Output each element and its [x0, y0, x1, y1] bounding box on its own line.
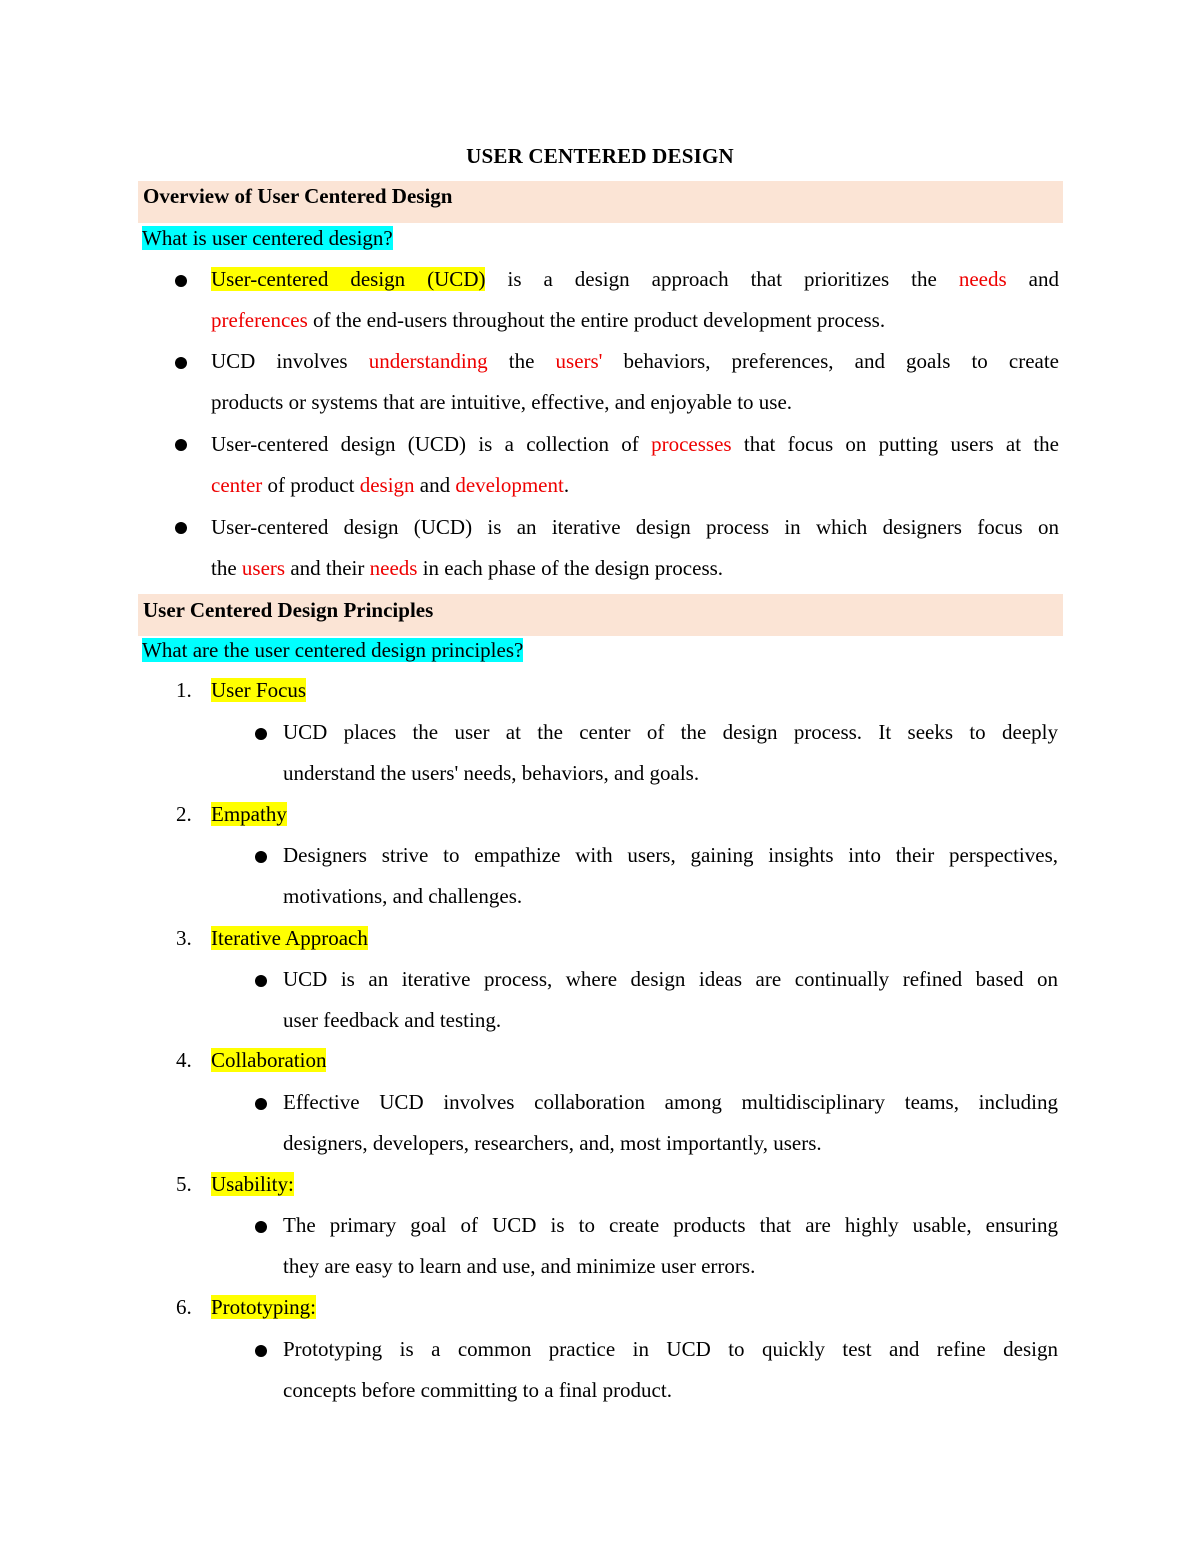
bullet-paragraph-3: [211, 424, 1059, 506]
principle-highlight: Empathy: [211, 802, 287, 826]
text: .: [563, 473, 570, 497]
text: The primary goal of UCD is to create products that are highly usable, ensuring: [283, 1213, 1058, 1237]
bullet-icon: [255, 1221, 267, 1233]
text: they are easy to learn and use, and minimize user errors.: [283, 1254, 756, 1278]
bullet-icon: [255, 1098, 267, 1110]
bullet-icon: [255, 851, 267, 863]
text: and: [414, 473, 456, 497]
bullet-icon: [255, 728, 267, 740]
text: and their: [285, 556, 370, 580]
red-keyword: needs: [369, 556, 418, 580]
principle-paragraph-4: [283, 1082, 1058, 1164]
text: user feedback and testing.: [283, 1008, 502, 1032]
text: User-centered design (UCD) is a collection of: [211, 432, 652, 456]
highlight-ucd-term: User-centered design (UCD): [211, 267, 486, 291]
red-keyword: center: [211, 473, 263, 497]
text: the: [487, 349, 556, 373]
text: understand the users' needs, behaviors, and goals.: [283, 761, 700, 785]
bullet-icon: [175, 439, 187, 451]
list-number: 4.: [176, 1048, 192, 1072]
question-highlight: What are the user centered design principles?: [142, 638, 524, 662]
bullet-paragraph-2: [211, 341, 1059, 423]
question-principles: [142, 637, 523, 663]
red-keyword: processes: [651, 432, 732, 456]
principle-paragraph-5: [283, 1205, 1058, 1287]
principle-paragraph-1: [283, 712, 1058, 794]
red-keyword: design: [359, 473, 415, 497]
red-keyword: development: [455, 473, 564, 497]
principle-paragraph-3: [283, 959, 1058, 1041]
text: that focus on putting users at the: [731, 432, 1060, 456]
text: motivations, and challenges.: [283, 884, 523, 908]
red-keyword: understanding: [368, 349, 488, 373]
text: UCD is an iterative process, where design ideas are continually refined based on: [283, 967, 1058, 991]
principle-highlight: Usability:: [211, 1172, 294, 1196]
principle-highlight: Prototyping:: [211, 1295, 317, 1319]
principle-highlight: Iterative Approach: [211, 926, 368, 950]
list-number: 2.: [176, 802, 192, 826]
principle-label: [211, 800, 287, 828]
red-keyword: users: [241, 556, 286, 580]
text: UCD places the user at the center of the design process. It seeks to deeply: [283, 720, 1058, 744]
text: products or systems that are intuitive, effective, and enjoyable to use.: [211, 390, 793, 414]
principle-paragraph-6: [283, 1329, 1058, 1411]
document-title: USER CENTERED DESIGN: [466, 144, 734, 168]
principle-label: [211, 1293, 316, 1321]
principle-label: [211, 1046, 326, 1074]
text: of product: [262, 473, 360, 497]
red-keyword: users': [555, 349, 603, 373]
text: Effective UCD involves collaboration among multidisciplinary teams, including: [283, 1090, 1058, 1114]
principle-highlight: Collaboration: [211, 1048, 327, 1072]
list-number: 5.: [176, 1172, 192, 1196]
bullet-paragraph-1: [211, 259, 1059, 341]
text: and: [1006, 267, 1059, 291]
bullet-icon: [175, 522, 187, 534]
bullet-paragraph-4: [211, 507, 1059, 589]
list-number: 1.: [176, 678, 192, 702]
text: behaviors, preferences, and goals to create: [602, 349, 1060, 373]
principle-highlight: User Focus: [211, 678, 307, 702]
text: Prototyping is a common practice in UCD to quickly test and refine design: [283, 1337, 1058, 1361]
principle-paragraph-2: [283, 835, 1058, 917]
bullet-icon: [175, 275, 187, 287]
text: concepts before committing to a final product.: [283, 1378, 672, 1402]
text: designers, developers, researchers, and, most importantly, users.: [283, 1131, 822, 1155]
principle-label: [211, 676, 306, 704]
section-heading-principles: User Centered Design Principles: [143, 598, 434, 622]
text: User-centered design (UCD) is an iterative design process in which designers focus on: [211, 515, 1059, 539]
red-keyword: needs: [958, 267, 1007, 291]
text: UCD involves: [211, 349, 369, 373]
list-number: 3.: [176, 926, 192, 950]
red-keyword: preferences: [211, 308, 308, 332]
text: of the end-users throughout the entire product development process.: [307, 308, 886, 332]
text: in each phase of the design process.: [417, 556, 724, 580]
bullet-icon: [175, 357, 187, 369]
principle-label: [211, 1170, 294, 1198]
section-heading-overview: Overview of User Centered Design: [143, 184, 453, 208]
question-highlight: What is user centered design?: [142, 226, 393, 250]
bullet-icon: [255, 1345, 267, 1357]
text: Designers strive to empathize with users, gaining insights into their perspectives,: [283, 843, 1058, 867]
text: the: [211, 556, 242, 580]
list-number: 6.: [176, 1295, 192, 1319]
text: is a design approach that prioritizes the: [485, 267, 959, 291]
question-what-is-ucd: [142, 225, 393, 251]
principle-label: [211, 924, 368, 952]
bullet-icon: [255, 975, 267, 987]
